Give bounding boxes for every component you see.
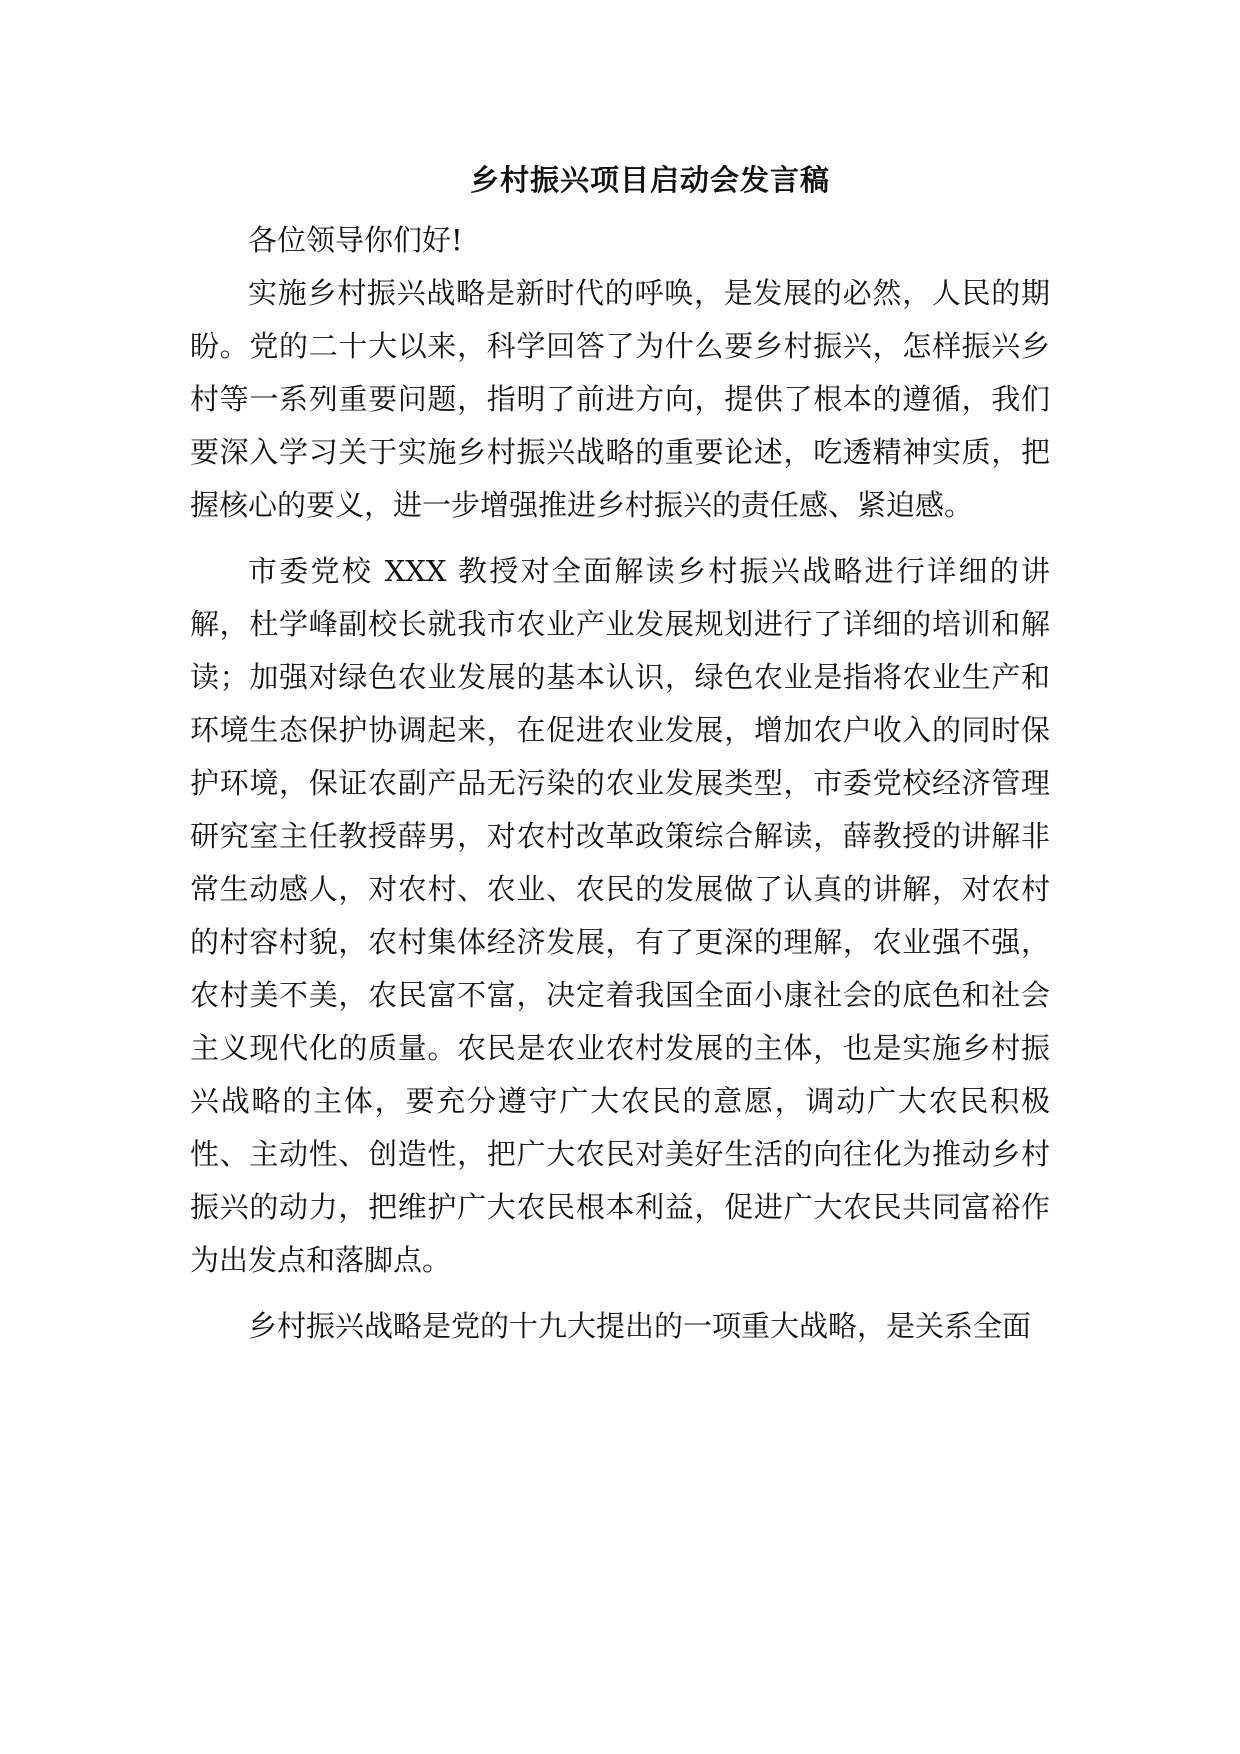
body-paragraph-3: 乡村振兴战略是党的十九大提出的一项重大战略，是关系全面: [248, 1309, 1032, 1343]
document-body: [190, 214, 1050, 1353]
greeting-paragraph: 各位领导你们好!: [248, 223, 463, 257]
body-paragraph-2: 市委党校 XXX 教授对全面解读乡村振兴战略进行详细的讲解，杜学峰副校长就我市农业产业发展规划进行了详细的培训和解读；加强对绿色农业发展的基本认识，绿色农业是指将农业生产和环境生态保护协调起来，在促进农业发展，增加农户收入的同时保护环境，保证农副产品无污染的农业发展类型，市委党校经济管理研究室主任教授薛男，对农村改革政策综合解读，薛教授的讲解非常生动感人，对农村、农业、农民的发展做了认真的讲解，对农村的村容村貌，农村集体经济发展，有了更深的理解，农业强不强，农村美不美，农民富不富，决定着我国全面小康社会的底色和社会主义现代化的质量。农民是农业农村发展的主体，也是实施乡村振兴战略的主体，要充分遵守广大农民的意愿，调动广大农民积极性、主动性、创造性，把广大农民对美好生活的向往化为推动乡村振兴的动力，把维护广大农民根本利益，促进广大农民共同富裕作为出发点和落脚点。: [190, 554, 1050, 1277]
document-title: 乡村振兴项目启动会发言稿: [469, 163, 830, 197]
body-paragraph-1: 实施乡村振兴战略是新时代的呼唤，是发展的必然，人民的期盼。党的二十大以来，科学回答了为什么要乡村振兴，怎样振兴乡村等一系列重要问题，指明了前进方向，提供了根本的遵循，我们要深入学习关于实施乡村振兴战略的重要论述，吃透精神实质，把握核心的要义，进一步增强推进乡村振兴的责任感、紧迫感。: [190, 276, 1050, 522]
